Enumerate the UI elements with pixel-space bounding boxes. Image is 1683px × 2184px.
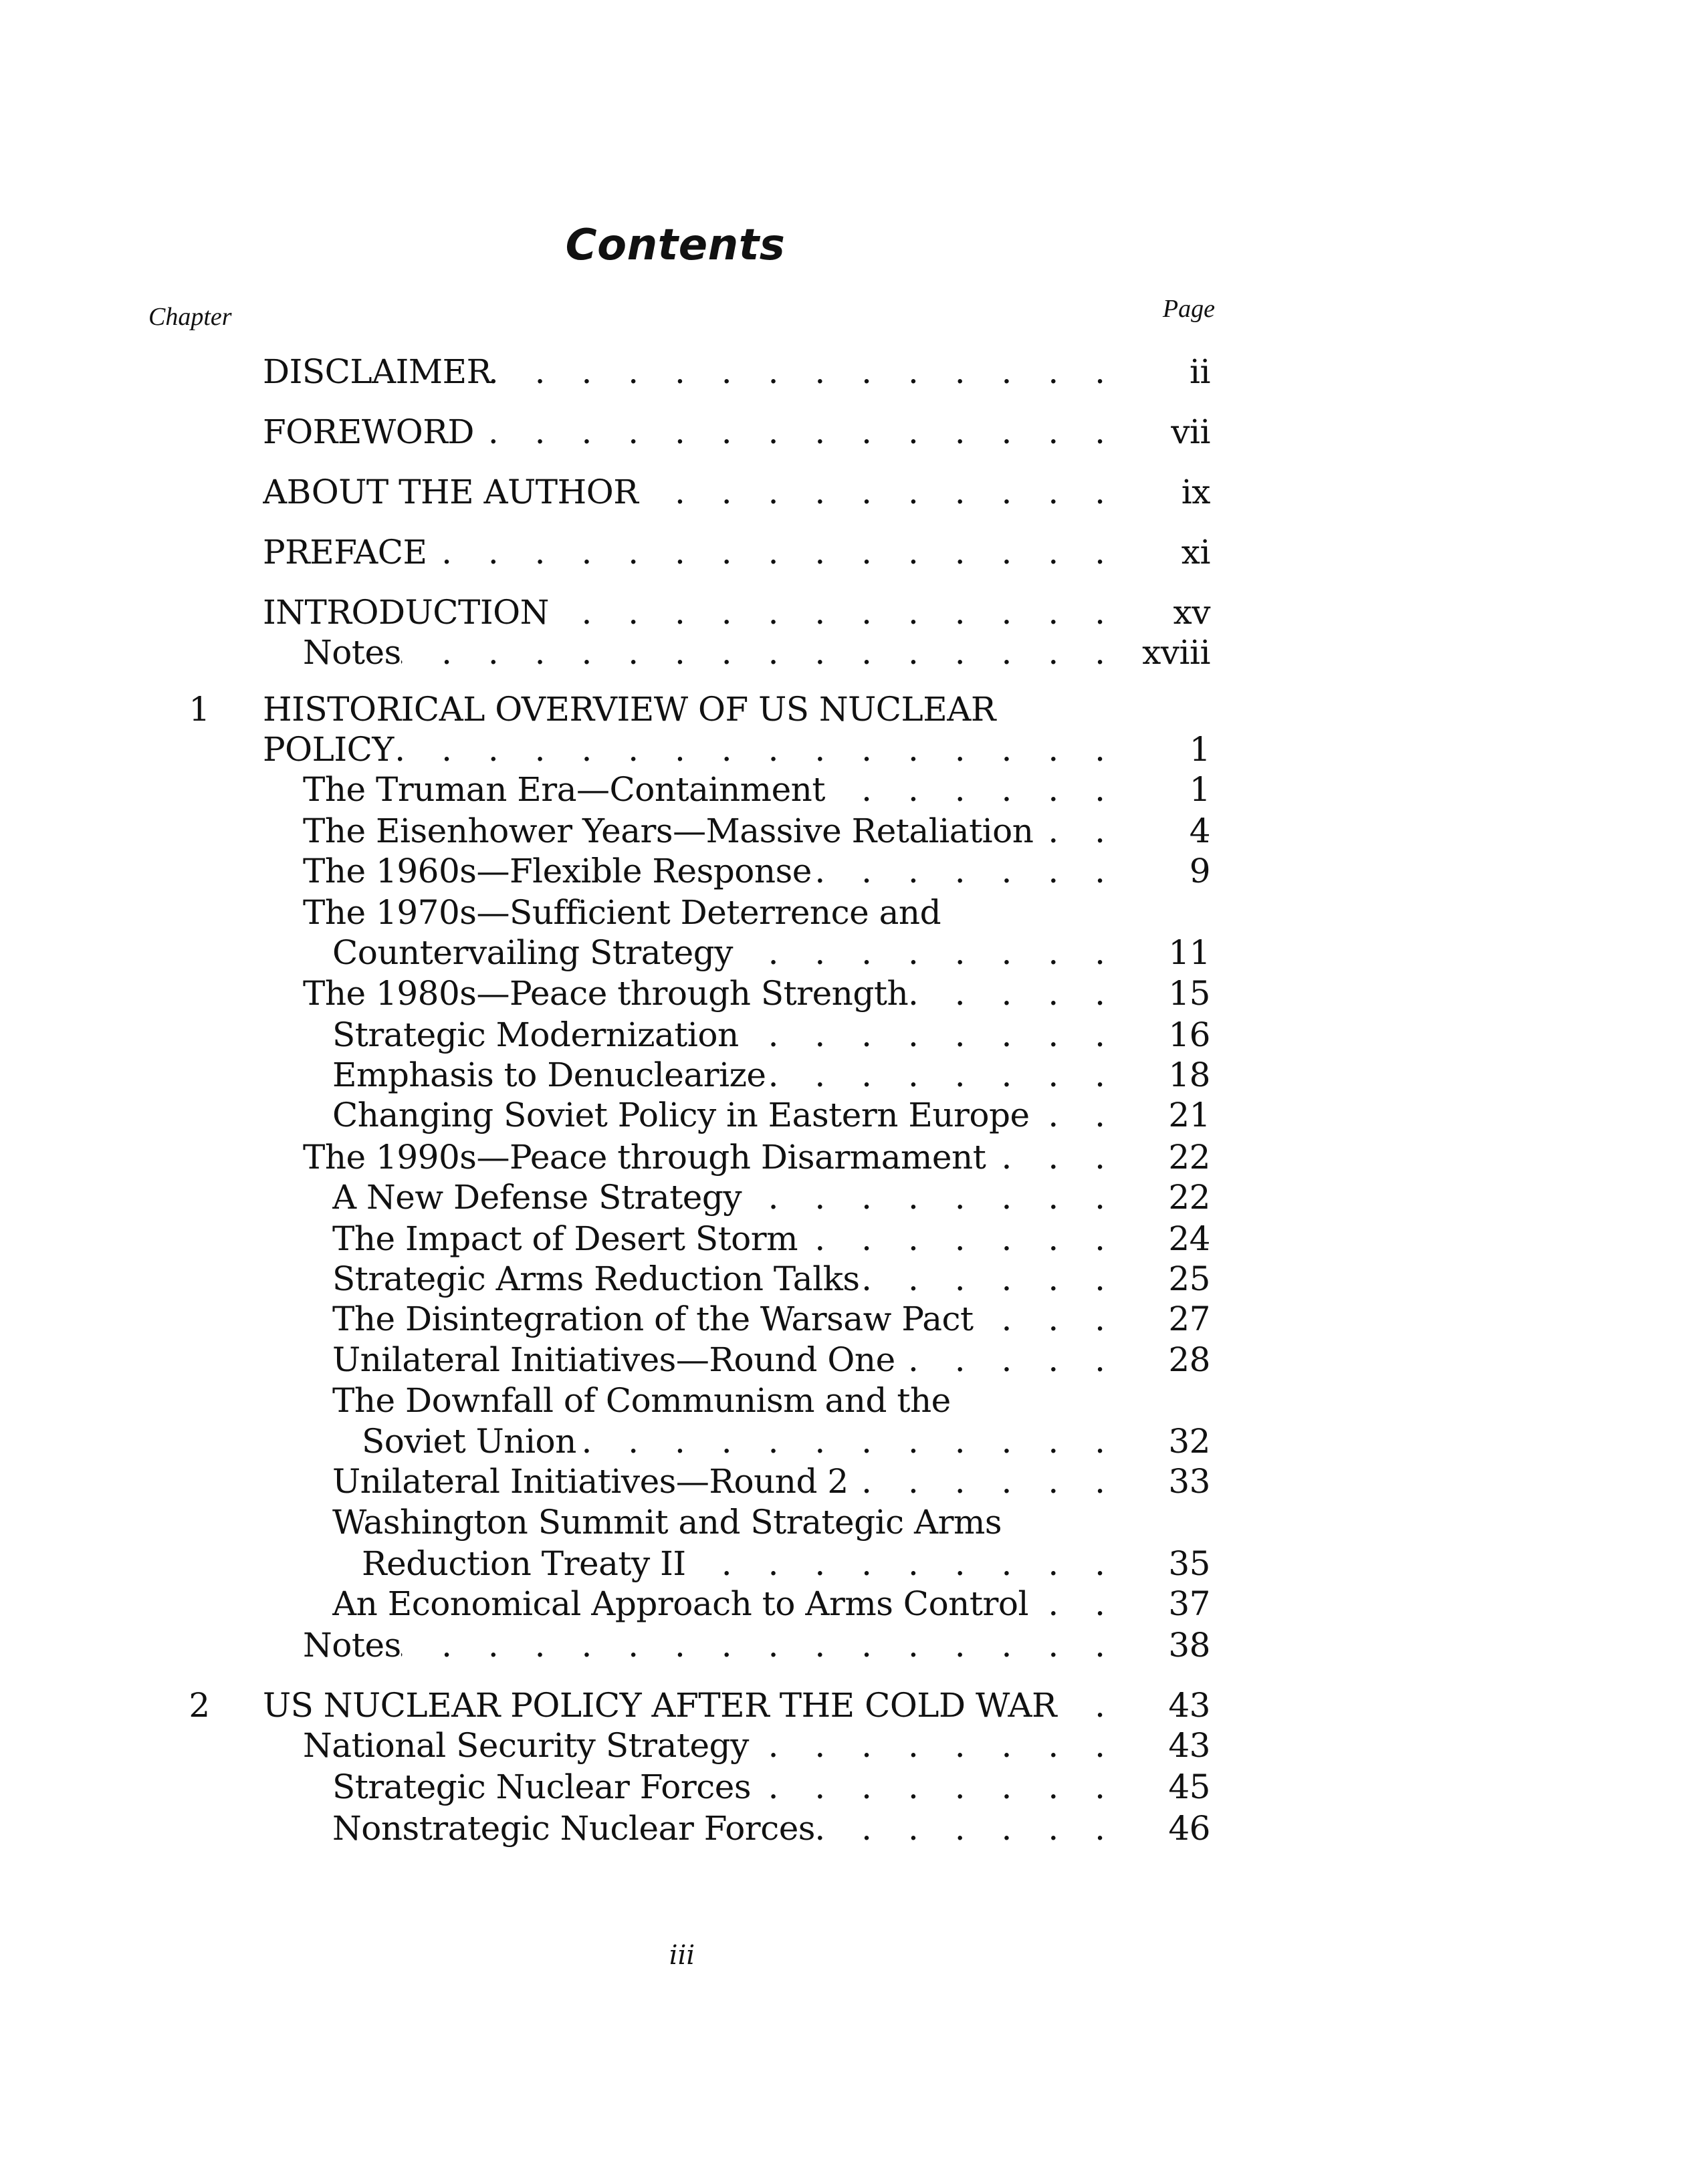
toc-entry xyxy=(0,1421,1683,1462)
dot-leader xyxy=(1056,1685,1118,1726)
page-number: 9 xyxy=(1189,852,1210,890)
toc-entry-text xyxy=(263,531,1118,573)
toc-entry-label: The Truman Era—Containment xyxy=(303,770,825,809)
chapter-number: 2 xyxy=(189,1686,210,1725)
toc-entry-label: PREFACE xyxy=(263,533,427,572)
toc-entry xyxy=(0,689,1683,730)
toc-entry-text xyxy=(303,1725,1118,1766)
toc-entry xyxy=(0,850,1683,892)
page-number: 27 xyxy=(1168,1300,1210,1338)
page-number: ix xyxy=(1181,473,1210,511)
toc-entry-label: The Eisenhower Years—Massive Retaliation xyxy=(303,812,1034,850)
toc-entry-text xyxy=(332,1177,1118,1218)
page-number: 25 xyxy=(1168,1259,1210,1298)
page-number-footer: iii xyxy=(669,1940,695,1971)
page-number: 35 xyxy=(1168,1544,1210,1583)
toc-entry xyxy=(0,1136,1683,1178)
toc-entry xyxy=(0,1177,1683,1218)
page-number: 24 xyxy=(1168,1219,1210,1258)
dot-leader xyxy=(733,932,1118,973)
toc-entry-label: Soviet Union xyxy=(362,1422,576,1461)
toc-entry-label: Countervailing Strategy xyxy=(332,933,733,972)
dot-leader xyxy=(974,1298,1118,1340)
toc-entry xyxy=(0,1461,1683,1502)
dot-leader xyxy=(401,632,1118,673)
toc-entry-label: The Downfall of Communism and the xyxy=(332,1381,951,1420)
toc-entry-text xyxy=(332,1258,1118,1300)
page-number: 11 xyxy=(1168,933,1210,972)
toc-entry-label: The Disintegration of the Warsaw Pact xyxy=(332,1300,974,1338)
toc-entry-label: Notes xyxy=(303,633,401,672)
toc-entry xyxy=(0,1054,1683,1096)
toc-entry-text xyxy=(303,850,1118,892)
toc-entry xyxy=(0,769,1683,810)
toc-entry-text xyxy=(332,1501,1118,1543)
toc-entry-label: An Economical Approach to Arms Control xyxy=(332,1584,1028,1623)
toc-entry-label: POLICY xyxy=(263,730,394,769)
toc-entry xyxy=(0,471,1683,513)
toc-entry xyxy=(0,1766,1683,1808)
toc-entry xyxy=(0,1298,1683,1340)
page-column-header: Page xyxy=(1162,295,1215,323)
dot-leader xyxy=(908,973,1118,1014)
toc-entry-text xyxy=(263,1685,1118,1726)
toc-entry xyxy=(0,1583,1683,1624)
dot-leader xyxy=(825,769,1118,810)
toc-entry xyxy=(0,810,1683,852)
toc-entry-label: Changing Soviet Policy in Eastern Europe xyxy=(332,1096,1030,1134)
page-number: 45 xyxy=(1168,1768,1210,1806)
toc-entry-text xyxy=(332,1054,1118,1096)
page-number: 33 xyxy=(1168,1462,1210,1501)
page-number: 1 xyxy=(1189,730,1210,769)
toc-entry-label: A New Defense Strategy xyxy=(332,1178,742,1217)
toc-entry-text xyxy=(332,1461,1118,1502)
toc-entry xyxy=(0,892,1683,933)
toc-entry xyxy=(0,592,1683,633)
toc-entry-label: ABOUT THE AUTHOR xyxy=(263,473,639,511)
page-number: 43 xyxy=(1168,1686,1210,1725)
toc-entry-text xyxy=(332,1094,1118,1136)
page-number: 46 xyxy=(1168,1809,1210,1848)
toc-entry-label: The 1970s—Sufficient Deterrence and xyxy=(303,893,941,932)
dot-leader xyxy=(739,1014,1118,1056)
page-title: Contents xyxy=(565,221,786,270)
toc-entry xyxy=(0,1218,1683,1259)
toc-entry xyxy=(0,1258,1683,1300)
toc-entry-label: Strategic Nuclear Forces xyxy=(332,1768,751,1806)
toc-entry-text xyxy=(303,810,1118,852)
toc-entry-text xyxy=(332,1298,1118,1340)
dot-leader xyxy=(751,1766,1118,1808)
toc-entry xyxy=(0,531,1683,573)
toc-entry-label: Notes xyxy=(303,1626,401,1665)
dot-leader xyxy=(766,1054,1118,1096)
toc-entry xyxy=(0,973,1683,1014)
toc-entry-label: Emphasis to Denuclearize xyxy=(332,1056,766,1094)
dot-leader xyxy=(686,1543,1118,1584)
dot-leader xyxy=(749,1725,1118,1766)
toc-entry-text xyxy=(303,892,1118,933)
page-number: 15 xyxy=(1168,974,1210,1013)
page-number: 38 xyxy=(1168,1626,1210,1665)
chapter-column-header: Chapter xyxy=(148,303,232,331)
page-number: 22 xyxy=(1168,1138,1210,1177)
toc-entry-text xyxy=(263,471,1118,513)
toc-entry xyxy=(0,1501,1683,1543)
toc-entry-label: FOREWORD xyxy=(263,412,474,451)
page-number: 18 xyxy=(1168,1056,1210,1094)
toc-entry xyxy=(0,932,1683,973)
page-number: 21 xyxy=(1168,1096,1210,1134)
dot-leader xyxy=(427,531,1119,573)
page-number: 32 xyxy=(1168,1422,1210,1461)
toc-entry xyxy=(0,1685,1683,1726)
dot-leader xyxy=(742,1177,1118,1218)
dot-leader xyxy=(576,1421,1118,1462)
toc-entry xyxy=(0,1014,1683,1056)
toc-entry-label: The 1990s—Peace through Disarmament xyxy=(303,1138,986,1177)
dot-leader xyxy=(394,729,1118,770)
toc-entry xyxy=(0,1339,1683,1380)
toc-entry-text xyxy=(332,1339,1118,1380)
toc-entry-text xyxy=(362,1543,1118,1584)
dot-leader xyxy=(549,592,1118,633)
toc-entry-label: Unilateral Initiatives—Round 2 xyxy=(332,1462,849,1501)
page-number: 37 xyxy=(1168,1584,1210,1623)
toc-entry-label: The 1960s—Flexible Response xyxy=(303,852,812,890)
toc-entry-text xyxy=(303,769,1118,810)
dot-leader xyxy=(474,411,1118,453)
toc-entry-text xyxy=(332,932,1118,973)
page-number: 22 xyxy=(1168,1178,1210,1217)
page-number: 4 xyxy=(1189,812,1210,850)
toc-entry xyxy=(0,729,1683,770)
toc-entry-text xyxy=(263,729,1118,770)
page-number: xv xyxy=(1173,593,1210,632)
toc-entry xyxy=(0,1094,1683,1136)
toc-entry-label: Unilateral Initiatives—Round One xyxy=(332,1340,895,1379)
toc-entry xyxy=(0,1624,1683,1666)
toc-entry-label: Strategic Arms Reduction Talks xyxy=(332,1259,860,1298)
toc-entry xyxy=(0,1808,1683,1849)
toc-entry-label: DISCLAIMER xyxy=(263,352,491,391)
toc-entry-label: HISTORICAL OVERVIEW OF US NUCLEAR xyxy=(263,690,996,729)
toc-entry-text xyxy=(332,1583,1118,1624)
toc-entry xyxy=(0,411,1683,453)
toc-entry-label: The Impact of Desert Storm xyxy=(332,1219,798,1258)
toc-entry-text xyxy=(332,1380,1118,1421)
page-number: 16 xyxy=(1168,1015,1210,1054)
dot-leader xyxy=(1033,810,1118,852)
toc-entry-text xyxy=(303,1136,1118,1178)
toc-entry-text xyxy=(332,1808,1118,1849)
toc-entry xyxy=(0,1543,1683,1584)
page-number: vii xyxy=(1171,412,1210,451)
toc-entry-label: Reduction Treaty II xyxy=(362,1544,686,1583)
dot-leader xyxy=(860,1258,1118,1300)
toc-entry xyxy=(0,1380,1683,1421)
dot-leader xyxy=(401,1624,1118,1666)
toc-entry-label: Nonstrategic Nuclear Forces xyxy=(332,1809,815,1848)
chapter-number: 1 xyxy=(189,690,210,729)
dot-leader xyxy=(1030,1094,1118,1136)
dot-leader xyxy=(638,471,1118,513)
toc-entry-label: Washington Summit and Strategic Arms xyxy=(332,1503,1002,1542)
dot-leader xyxy=(849,1461,1118,1502)
toc-entry-text xyxy=(332,1014,1118,1056)
toc-entry-text xyxy=(303,632,1118,673)
dot-leader xyxy=(986,1136,1118,1178)
dot-leader xyxy=(815,1808,1118,1849)
toc-entry-text xyxy=(263,592,1118,633)
toc-entry-label: National Security Strategy xyxy=(303,1726,749,1765)
toc-entry-text xyxy=(263,351,1118,392)
toc-entry-text xyxy=(332,1766,1118,1808)
toc-entry xyxy=(0,1725,1683,1766)
dot-leader xyxy=(895,1339,1118,1380)
toc-entry-label: The 1980s—Peace through Strength xyxy=(303,974,909,1013)
toc-entry-label: Strategic Modernization xyxy=(332,1015,739,1054)
toc-entry-text xyxy=(362,1421,1118,1462)
toc-entry-label: US NUCLEAR POLICY AFTER THE COLD WAR xyxy=(263,1686,1057,1725)
dot-leader xyxy=(798,1218,1118,1259)
page-number: xi xyxy=(1181,533,1210,572)
page-number: 28 xyxy=(1168,1340,1210,1379)
dot-leader xyxy=(812,850,1118,892)
toc-entry-text xyxy=(332,1218,1118,1259)
toc-entry xyxy=(0,351,1683,392)
page-number: 1 xyxy=(1189,770,1210,809)
page-number: xviii xyxy=(1142,633,1210,672)
page-number: 43 xyxy=(1168,1726,1210,1765)
dot-leader xyxy=(491,351,1118,392)
toc-entry-text xyxy=(263,689,1118,730)
toc-entry-label: INTRODUCTION xyxy=(263,593,549,632)
page-number: ii xyxy=(1190,352,1210,391)
dot-leader xyxy=(1028,1583,1118,1624)
toc-entry-text xyxy=(303,1624,1118,1666)
toc-entry-text xyxy=(303,973,1118,1014)
toc-entry-text xyxy=(263,411,1118,453)
toc-entry xyxy=(0,632,1683,673)
